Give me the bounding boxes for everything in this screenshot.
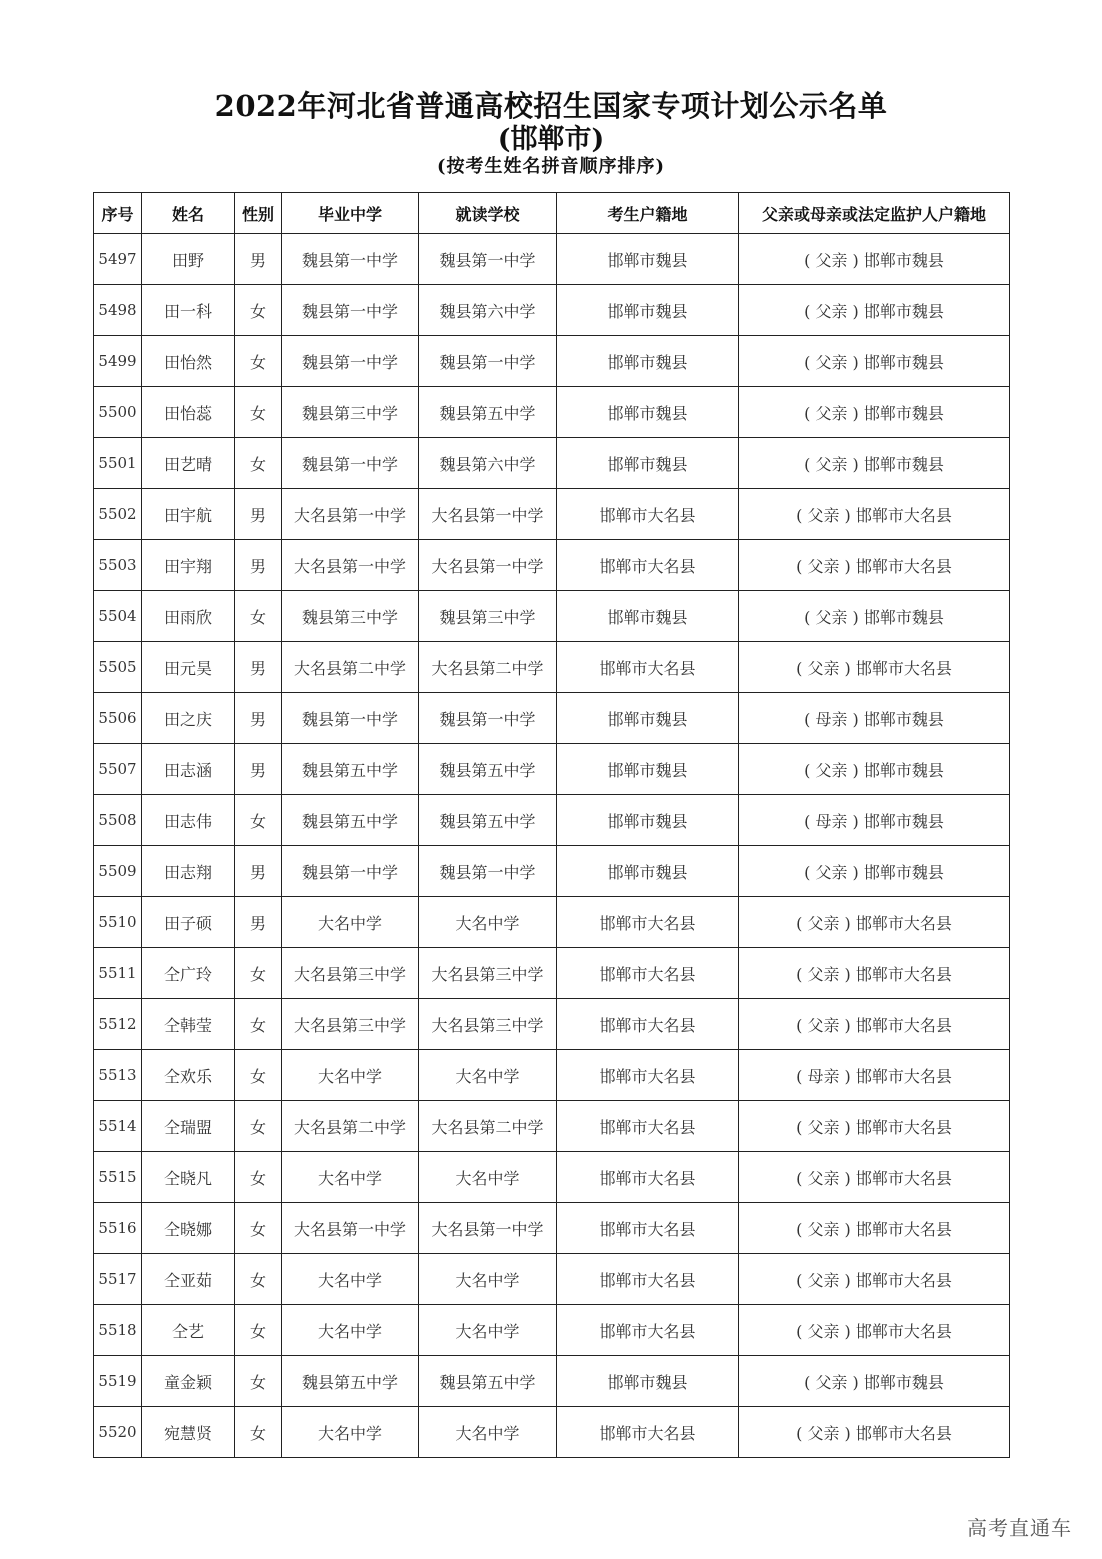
watermark: 高考直通车 <box>967 1516 1072 1540</box>
table-row <box>94 1254 1010 1305</box>
header-serial-number: 序号 <box>94 193 142 234</box>
cell-guardian-registration: ( 父亲 ) 邯郸市魏县 <box>739 1356 1010 1407</box>
cell-guardian-registration: ( 母亲 ) 邯郸市魏县 <box>739 693 1010 744</box>
cell-graduation-school: 大名县第一中学 <box>282 489 419 540</box>
cell-household-registration: 邯郸市大名县 <box>557 1305 739 1356</box>
cell-serial-number: 5518 <box>94 1305 142 1356</box>
table-row <box>94 489 1010 540</box>
cell-serial-number: 5510 <box>94 897 142 948</box>
cell-current-school: 大名中学 <box>419 1050 557 1101</box>
cell-student-name: 田野 <box>142 234 235 285</box>
cell-household-registration: 邯郸市大名县 <box>557 1101 739 1152</box>
cell-student-name: 田宇翔 <box>142 540 235 591</box>
table-header <box>94 193 1010 234</box>
cell-current-school: 大名县第三中学 <box>419 948 557 999</box>
cell-current-school: 魏县第六中学 <box>419 285 557 336</box>
cell-household-registration: 邯郸市魏县 <box>557 234 739 285</box>
cell-current-school: 魏县第五中学 <box>419 387 557 438</box>
cell-serial-number: 5508 <box>94 795 142 846</box>
cell-guardian-registration: ( 父亲 ) 邯郸市大名县 <box>739 540 1010 591</box>
cell-student-name: 宛慧贤 <box>142 1407 235 1458</box>
cell-student-name: 仝艺 <box>142 1305 235 1356</box>
cell-guardian-registration: ( 父亲 ) 邯郸市大名县 <box>739 1203 1010 1254</box>
header-household-registration: 考生户籍地 <box>557 193 739 234</box>
cell-student-name: 田艺晴 <box>142 438 235 489</box>
cell-household-registration: 邯郸市大名县 <box>557 897 739 948</box>
cell-current-school: 魏县第三中学 <box>419 591 557 642</box>
header-row <box>94 193 1010 234</box>
cell-household-registration: 邯郸市魏县 <box>557 438 739 489</box>
cell-gender: 女 <box>235 387 282 438</box>
cell-serial-number: 5504 <box>94 591 142 642</box>
cell-serial-number: 5499 <box>94 336 142 387</box>
cell-household-registration: 邯郸市魏县 <box>557 693 739 744</box>
header-gender: 性别 <box>235 193 282 234</box>
cell-serial-number: 5517 <box>94 1254 142 1305</box>
cell-gender: 女 <box>235 999 282 1050</box>
cell-current-school: 魏县第五中学 <box>419 795 557 846</box>
cell-household-registration: 邯郸市魏县 <box>557 285 739 336</box>
cell-gender: 女 <box>235 1407 282 1458</box>
cell-gender: 男 <box>235 234 282 285</box>
cell-serial-number: 5511 <box>94 948 142 999</box>
table-row <box>94 1203 1010 1254</box>
cell-household-registration: 邯郸市魏县 <box>557 744 739 795</box>
cell-current-school: 大名县第二中学 <box>419 1101 557 1152</box>
table-row <box>94 234 1010 285</box>
cell-gender: 女 <box>235 336 282 387</box>
cell-graduation-school: 大名中学 <box>282 1050 419 1101</box>
cell-current-school: 魏县第一中学 <box>419 336 557 387</box>
cell-graduation-school: 大名中学 <box>282 1254 419 1305</box>
cell-current-school: 大名县第二中学 <box>419 642 557 693</box>
table-row <box>94 1356 1010 1407</box>
cell-guardian-registration: ( 父亲 ) 邯郸市大名县 <box>739 1254 1010 1305</box>
cell-guardian-registration: ( 父亲 ) 邯郸市魏县 <box>739 336 1010 387</box>
cell-serial-number: 5509 <box>94 846 142 897</box>
cell-current-school: 魏县第六中学 <box>419 438 557 489</box>
cell-graduation-school: 魏县第五中学 <box>282 1356 419 1407</box>
cell-guardian-registration: ( 父亲 ) 邯郸市大名县 <box>739 1407 1010 1458</box>
cell-current-school: 大名县第一中学 <box>419 540 557 591</box>
table-row <box>94 1152 1010 1203</box>
cell-student-name: 仝晓娜 <box>142 1203 235 1254</box>
cell-serial-number: 5514 <box>94 1101 142 1152</box>
cell-gender: 男 <box>235 744 282 795</box>
cell-graduation-school: 大名县第二中学 <box>282 642 419 693</box>
table-row <box>94 693 1010 744</box>
cell-student-name: 田雨欣 <box>142 591 235 642</box>
cell-gender: 女 <box>235 795 282 846</box>
cell-household-registration: 邯郸市魏县 <box>557 1356 739 1407</box>
cell-guardian-registration: ( 父亲 ) 邯郸市大名县 <box>739 1101 1010 1152</box>
cell-serial-number: 5505 <box>94 642 142 693</box>
cell-serial-number: 5513 <box>94 1050 142 1101</box>
cell-student-name: 童金颖 <box>142 1356 235 1407</box>
table-row <box>94 744 1010 795</box>
table-row <box>94 1305 1010 1356</box>
cell-current-school: 大名中学 <box>419 1305 557 1356</box>
cell-serial-number: 5498 <box>94 285 142 336</box>
cell-student-name: 田宇航 <box>142 489 235 540</box>
cell-current-school: 大名中学 <box>419 897 557 948</box>
cell-graduation-school: 魏县第一中学 <box>282 336 419 387</box>
cell-current-school: 大名县第三中学 <box>419 999 557 1050</box>
cell-student-name: 仝晓凡 <box>142 1152 235 1203</box>
table-row <box>94 1050 1010 1101</box>
cell-gender: 男 <box>235 642 282 693</box>
cell-guardian-registration: ( 父亲 ) 邯郸市魏县 <box>739 387 1010 438</box>
cell-graduation-school: 大名县第一中学 <box>282 540 419 591</box>
cell-student-name: 仝欢乐 <box>142 1050 235 1101</box>
table-row <box>94 948 1010 999</box>
cell-gender: 女 <box>235 1203 282 1254</box>
cell-gender: 男 <box>235 489 282 540</box>
cell-current-school: 大名县第一中学 <box>419 1203 557 1254</box>
document-subtitle: (按考生姓名拼音顺序排序) <box>436 156 666 177</box>
cell-serial-number: 5512 <box>94 999 142 1050</box>
table-row <box>94 795 1010 846</box>
cell-current-school: 大名县第一中学 <box>419 489 557 540</box>
cell-graduation-school: 大名县第三中学 <box>282 999 419 1050</box>
cell-household-registration: 邯郸市大名县 <box>557 948 739 999</box>
cell-student-name: 仝亚茹 <box>142 1254 235 1305</box>
cell-current-school: 魏县第五中学 <box>419 1356 557 1407</box>
cell-graduation-school: 魏县第五中学 <box>282 744 419 795</box>
cell-student-name: 田一科 <box>142 285 235 336</box>
cell-household-registration: 邯郸市大名县 <box>557 1050 739 1101</box>
cell-graduation-school: 大名县第二中学 <box>282 1101 419 1152</box>
table-row <box>94 999 1010 1050</box>
cell-gender: 女 <box>235 1305 282 1356</box>
cell-household-registration: 邯郸市魏县 <box>557 795 739 846</box>
table-body <box>94 234 1010 1458</box>
cell-serial-number: 5507 <box>94 744 142 795</box>
cell-household-registration: 邯郸市大名县 <box>557 1407 739 1458</box>
cell-guardian-registration: ( 父亲 ) 邯郸市大名县 <box>739 1305 1010 1356</box>
table-row <box>94 846 1010 897</box>
cell-gender: 女 <box>235 1050 282 1101</box>
cell-household-registration: 邯郸市大名县 <box>557 642 739 693</box>
cell-graduation-school: 大名县第三中学 <box>282 948 419 999</box>
cell-guardian-registration: ( 父亲 ) 邯郸市魏县 <box>739 846 1010 897</box>
header-guardian-registration: 父亲或母亲或法定监护人户籍地 <box>739 193 1010 234</box>
cell-household-registration: 邯郸市魏县 <box>557 846 739 897</box>
cell-guardian-registration: ( 母亲 ) 邯郸市大名县 <box>739 1050 1010 1101</box>
cell-guardian-registration: ( 父亲 ) 邯郸市大名县 <box>739 999 1010 1050</box>
cell-student-name: 仝广玲 <box>142 948 235 999</box>
cell-serial-number: 5506 <box>94 693 142 744</box>
cell-current-school: 大名中学 <box>419 1254 557 1305</box>
cell-guardian-registration: ( 父亲 ) 邯郸市大名县 <box>739 642 1010 693</box>
cell-gender: 女 <box>235 1152 282 1203</box>
cell-serial-number: 5502 <box>94 489 142 540</box>
cell-student-name: 田志涵 <box>142 744 235 795</box>
cell-guardian-registration: ( 父亲 ) 邯郸市魏县 <box>739 234 1010 285</box>
cell-current-school: 魏县第一中学 <box>419 693 557 744</box>
cell-graduation-school: 大名中学 <box>282 897 419 948</box>
cell-guardian-registration: ( 父亲 ) 邯郸市大名县 <box>739 1152 1010 1203</box>
cell-household-registration: 邯郸市魏县 <box>557 387 739 438</box>
cell-gender: 男 <box>235 846 282 897</box>
cell-student-name: 田子硕 <box>142 897 235 948</box>
header-graduation-school: 毕业中学 <box>282 193 419 234</box>
cell-gender: 女 <box>235 438 282 489</box>
document-city: (邯郸市) <box>497 124 605 155</box>
cell-gender: 女 <box>235 948 282 999</box>
table-row <box>94 540 1010 591</box>
cell-guardian-registration: ( 父亲 ) 邯郸市魏县 <box>739 438 1010 489</box>
cell-graduation-school: 魏县第一中学 <box>282 438 419 489</box>
cell-graduation-school: 魏县第一中学 <box>282 285 419 336</box>
roster-table <box>93 192 1010 1458</box>
cell-guardian-registration: ( 父亲 ) 邯郸市大名县 <box>739 489 1010 540</box>
cell-guardian-registration: ( 父亲 ) 邯郸市大名县 <box>739 948 1010 999</box>
cell-gender: 男 <box>235 540 282 591</box>
cell-serial-number: 5516 <box>94 1203 142 1254</box>
cell-serial-number: 5500 <box>94 387 142 438</box>
cell-guardian-registration: ( 父亲 ) 邯郸市魏县 <box>739 744 1010 795</box>
cell-current-school: 魏县第一中学 <box>419 846 557 897</box>
table-row <box>94 336 1010 387</box>
table-row <box>94 387 1010 438</box>
table-row <box>94 285 1010 336</box>
header-name: 姓名 <box>142 193 235 234</box>
cell-graduation-school: 魏县第一中学 <box>282 693 419 744</box>
cell-household-registration: 邯郸市大名县 <box>557 1203 739 1254</box>
cell-graduation-school: 魏县第一中学 <box>282 846 419 897</box>
cell-guardian-registration: ( 父亲 ) 邯郸市魏县 <box>739 591 1010 642</box>
cell-household-registration: 邯郸市大名县 <box>557 540 739 591</box>
cell-guardian-registration: ( 父亲 ) 邯郸市魏县 <box>739 285 1010 336</box>
table-row <box>94 897 1010 948</box>
cell-current-school: 大名中学 <box>419 1152 557 1203</box>
cell-household-registration: 邯郸市大名县 <box>557 999 739 1050</box>
cell-gender: 女 <box>235 285 282 336</box>
cell-student-name: 田怡然 <box>142 336 235 387</box>
cell-serial-number: 5520 <box>94 1407 142 1458</box>
cell-gender: 女 <box>235 591 282 642</box>
cell-graduation-school: 魏县第一中学 <box>282 234 419 285</box>
cell-gender: 女 <box>235 1356 282 1407</box>
table-row <box>94 642 1010 693</box>
header-current-school: 就读学校 <box>419 193 557 234</box>
cell-current-school: 魏县第五中学 <box>419 744 557 795</box>
cell-graduation-school: 魏县第三中学 <box>282 591 419 642</box>
table-row <box>94 1407 1010 1458</box>
cell-graduation-school: 大名中学 <box>282 1305 419 1356</box>
cell-current-school: 魏县第一中学 <box>419 234 557 285</box>
table-row <box>94 1101 1010 1152</box>
cell-household-registration: 邯郸市大名县 <box>557 489 739 540</box>
cell-gender: 男 <box>235 897 282 948</box>
cell-guardian-registration: ( 父亲 ) 邯郸市大名县 <box>739 897 1010 948</box>
cell-serial-number: 5501 <box>94 438 142 489</box>
cell-gender: 女 <box>235 1101 282 1152</box>
cell-serial-number: 5497 <box>94 234 142 285</box>
cell-guardian-registration: ( 母亲 ) 邯郸市魏县 <box>739 795 1010 846</box>
cell-student-name: 田志伟 <box>142 795 235 846</box>
cell-student-name: 仝韩莹 <box>142 999 235 1050</box>
cell-serial-number: 5519 <box>94 1356 142 1407</box>
cell-graduation-school: 魏县第五中学 <box>282 795 419 846</box>
cell-gender: 女 <box>235 1254 282 1305</box>
cell-student-name: 田之庆 <box>142 693 235 744</box>
cell-graduation-school: 魏县第三中学 <box>282 387 419 438</box>
cell-current-school: 大名中学 <box>419 1407 557 1458</box>
cell-graduation-school: 大名中学 <box>282 1152 419 1203</box>
cell-student-name: 田元昊 <box>142 642 235 693</box>
document-title: 2022年河北省普通高校招生国家专项计划公示名单 <box>214 89 888 123</box>
cell-gender: 男 <box>235 693 282 744</box>
cell-household-registration: 邯郸市大名县 <box>557 1152 739 1203</box>
table-row <box>94 591 1010 642</box>
cell-student-name: 田志翔 <box>142 846 235 897</box>
table-row <box>94 438 1010 489</box>
cell-serial-number: 5503 <box>94 540 142 591</box>
cell-household-registration: 邯郸市大名县 <box>557 1254 739 1305</box>
cell-student-name: 仝瑞盟 <box>142 1101 235 1152</box>
cell-household-registration: 邯郸市魏县 <box>557 591 739 642</box>
cell-graduation-school: 大名县第一中学 <box>282 1203 419 1254</box>
cell-household-registration: 邯郸市魏县 <box>557 336 739 387</box>
cell-graduation-school: 大名中学 <box>282 1407 419 1458</box>
cell-student-name: 田怡蕊 <box>142 387 235 438</box>
cell-serial-number: 5515 <box>94 1152 142 1203</box>
